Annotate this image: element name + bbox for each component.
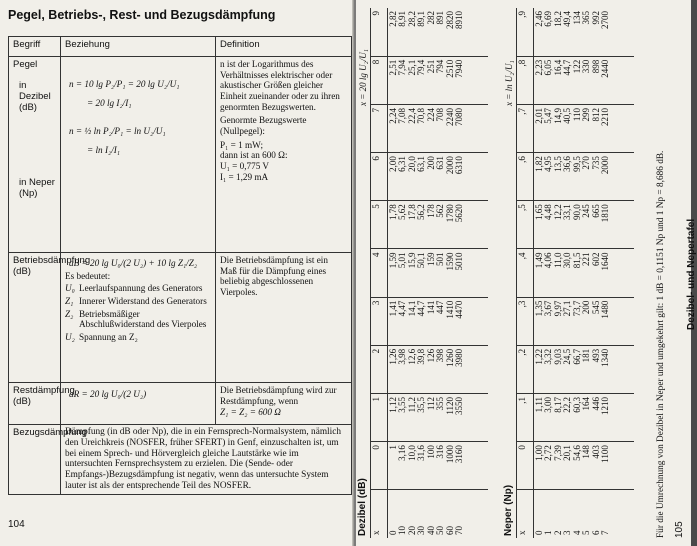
- pegel-formula-db-2: = 20 lg I₂/I₁: [87, 97, 132, 108]
- concept-pegel: [9, 57, 61, 253]
- column-header: 0: [517, 442, 534, 490]
- relation-restdaempfung: [61, 383, 216, 425]
- symbol: Z₁: [65, 296, 74, 307]
- page-title: Pegel, Betriebs-, Rest- und Bezugsdämpfung: [8, 8, 276, 22]
- pegel-formula-db-1: n = 10 lg P₂/P₁ = 20 lg U₂/U₁: [69, 79, 180, 89]
- neper-table-title: Neper (Np): [503, 484, 514, 536]
- table-column: 1,12 3,55 11,2 35,5 112 355 1120 3550: [388, 393, 489, 441]
- definition-restdaempfung: [216, 383, 352, 425]
- symbol: U₂: [65, 332, 75, 343]
- list-item: [65, 309, 211, 330]
- column-header: x: [517, 490, 534, 538]
- header-relation: Beziehung: [61, 37, 216, 57]
- table-column: 1,00 2,72 7,39 20,1 54,6 148 403 1100: [534, 442, 635, 490]
- table-column: 0 10 20 30 40 50 60 70: [388, 526, 465, 535]
- column-header: ,7: [517, 104, 534, 152]
- column-header: 6: [371, 153, 388, 201]
- list-item: [65, 296, 211, 307]
- neper-table: [516, 8, 634, 538]
- rest-condition: Z₁ = Z₂ = 600 Ω: [220, 407, 281, 418]
- pegel-definition: n ist der Logarithmus des Verhältnisses elektrischer oder akustischer Größen gleicher Einheit zueinander oder zu ihren genormten Bezugswerten.: [220, 59, 340, 112]
- table-row: [534, 8, 635, 538]
- dezibel-formula: x = 20 lg U₂/U₁: [358, 49, 368, 106]
- column-header: 3: [371, 297, 388, 345]
- symbol-text: Innerer Widerstand des Generators: [79, 296, 207, 307]
- table-column: 1,78 5,62 17,8 56,2 178 562 1780 5620: [388, 201, 489, 249]
- column-header: ,4: [517, 249, 534, 297]
- conversion-footnote: Für die Umrechnung von Dezibel in Neper und umgekehrt gilt: 1 dB = 0,1151 Np und 1 Np = 8,686 dB.: [656, 150, 666, 538]
- row-betriebsdaempfung: [9, 253, 352, 383]
- right-page: [356, 0, 697, 546]
- pegel-reference-dann: dann ist an 600 Ω:: [220, 150, 288, 161]
- neper-formula: x = ln U₂/U₁: [504, 60, 514, 106]
- rest-definition: Die Betriebsdämpfung wird zur Restdämpfung, wenn: [220, 385, 337, 406]
- definition-pegel: [216, 57, 352, 253]
- concept-bezugsdaempfung: Bezugsdämpfung: [9, 425, 61, 495]
- rotated-content: [356, 0, 691, 546]
- table-column: 1,65 4,48 12,2 33,1 90,0 245 665 1810: [534, 201, 635, 249]
- dezibel-header-row: [371, 8, 388, 538]
- symbol-list: [65, 283, 211, 342]
- table-column: 1,49 4,06 11,0 30,0 81,5 221 602 1640: [534, 249, 635, 297]
- pegel-reference-i: I₁ = 1,29 mA: [220, 171, 269, 182]
- pegel-decibel-label: in Dezibel (dB): [19, 80, 51, 114]
- pegel-name: Pegel: [13, 59, 38, 70]
- dezibel-table: [370, 8, 488, 538]
- table-column: 1,59 5,01 15,9 50,1 159 501 1590 5010: [388, 249, 489, 297]
- table-column: 1,11 3,00 8,17 22,2 60,3 164 446 1210: [534, 393, 635, 441]
- symbol: Z₂: [65, 308, 74, 319]
- column-header: ,6: [517, 153, 534, 201]
- table-column: 2,46 6,69 18,2 49,4 134 365 992 2700: [534, 8, 635, 56]
- relation-pegel: [61, 57, 216, 253]
- table-column: 2,00 6,31 20,0 63,1 200 631 2000 6310: [388, 153, 489, 201]
- column-header: ,9: [517, 8, 534, 56]
- definition-bezugsdaempfung: Dämpfung (in dB oder Np), die in ein Fernsprech-Normalsystem, nämlich den Ureichkreis (NOSFER, früher SFERT) in Genf, einzuschalten ist, um bei einem Sprech- und Hörvergleich gleiche Lautstärke wie im untersuchten Fernsprechsystem zu erzielen. Die (Sende- oder Empfangs-)Bezugsdämpfung ist negativ, wenn das untersuchte System lauter ist als der entsprechende Teil des NOSFER.: [61, 425, 352, 495]
- table-column: 2,23 6,05 16,4 44,7 122 330 898 2440: [534, 56, 635, 104]
- row-restdaempfung: [9, 383, 352, 425]
- column-header: 9: [371, 8, 388, 56]
- list-item: [65, 332, 211, 343]
- column-header: ,8: [517, 56, 534, 104]
- page-number: 105: [674, 521, 685, 538]
- column-header: ,5: [517, 201, 534, 249]
- table-column: 1 3,16 10,0 31,6 100 316 1000 3160: [388, 442, 489, 490]
- table-row: [388, 8, 489, 538]
- rest-formula: aR = 20 lg U₀/(2 U₂): [69, 389, 147, 399]
- row-pegel: [9, 57, 352, 253]
- betrieb-meaning-heading: Es bedeutet:: [65, 270, 111, 281]
- section-label: Dezibel- und Nepertafel: [686, 218, 697, 330]
- header-definition: Definition: [216, 37, 352, 57]
- pegel-neper-label: in Neper (Np): [19, 177, 55, 200]
- table-column: 0 1 2 3 4 5 6 7: [534, 530, 611, 535]
- pegel-reference-u: U₁ = 0,775 V: [220, 161, 270, 172]
- table-column: 1,26 3,98 12,6 39,8 126 398 1260 3980: [388, 345, 489, 393]
- table-column: 1,35 3,67 9,97 27,1 73,7 200 545 1480: [534, 297, 635, 345]
- column-header: 8: [371, 56, 388, 104]
- concept-restdaempfung: Restdämpfung (dB): [9, 383, 61, 425]
- table-column: 1,41 4,47 14,1 44,7 141 447 1410 4470: [388, 297, 489, 345]
- column-header: ,2: [517, 345, 534, 393]
- table-column: 2,51 7,94 25,1 79,4 251 794 2510 7940: [388, 56, 489, 104]
- column-header: ,1: [517, 393, 534, 441]
- symbol: U₀: [65, 283, 75, 294]
- page-number: 104: [8, 519, 25, 530]
- column-header: ,3: [517, 297, 534, 345]
- list-item: [65, 283, 211, 294]
- definition-betriebsdaempfung: Die Betriebsdämpfung ist ein Maß für die Dämpfung eines beliebig abgeschlossenen Vierpoles.: [216, 253, 352, 383]
- concept-betriebsdaempfung: Betriebsdämpfung (dB): [9, 253, 61, 383]
- table-column: 2,82 8,91 28,2 89,1 282 891 2820 8910: [388, 8, 489, 56]
- pegel-reference-heading: Genormte Bezugswerte (Nullpegel):: [220, 115, 307, 137]
- pegel-formula-np-1: n = ½ ln P₂/P₁ = ln U₂/U₁: [69, 126, 166, 137]
- table-column: 2,24 7,08 22,4 70,8 224 708 2240 7080: [388, 104, 489, 152]
- table-column: 1,82 4,95 13,5 36,6 99,5 270 735 2000: [534, 153, 635, 201]
- column-header: 2: [371, 345, 388, 393]
- dezibel-table-title: Dezibel (dB): [357, 478, 368, 536]
- table-column: 1,22 3,32 9,03 24,5 66,7 181 493 1340: [534, 345, 635, 393]
- pegel-formula-np-2: = ln I₂/I₁: [87, 145, 120, 156]
- header-concept: Begriff: [9, 37, 61, 57]
- column-header: 1: [371, 393, 388, 441]
- symbol-text: Betriebsmäßiger Abschlußwiderstand des Vierpoles: [79, 308, 207, 330]
- column-header: 0: [371, 442, 388, 490]
- betrieb-formula: aB = 20 lg U₀/(2 U₂) + 10 lg Z₁/Z₂: [69, 258, 198, 268]
- pegel-reference-p: P₁ = 1 mW;: [220, 139, 264, 150]
- symbol-text: Spannung an Z₂: [79, 332, 138, 343]
- row-bezugsdaempfung: [9, 425, 352, 495]
- symbol-text: Leerlaufspannung des Generators: [79, 283, 203, 294]
- table-header-row: [9, 37, 352, 57]
- column-header: 4: [371, 249, 388, 297]
- neper-header-row: [517, 8, 534, 538]
- column-header: x: [371, 490, 388, 538]
- column-header: 7: [371, 104, 388, 152]
- definition-table: [8, 36, 352, 495]
- table-column: 2,01 5,47 14,9 40,5 110 299 812 2210: [534, 104, 635, 152]
- relation-betriebsdaempfung: [61, 253, 216, 383]
- column-header: 5: [371, 201, 388, 249]
